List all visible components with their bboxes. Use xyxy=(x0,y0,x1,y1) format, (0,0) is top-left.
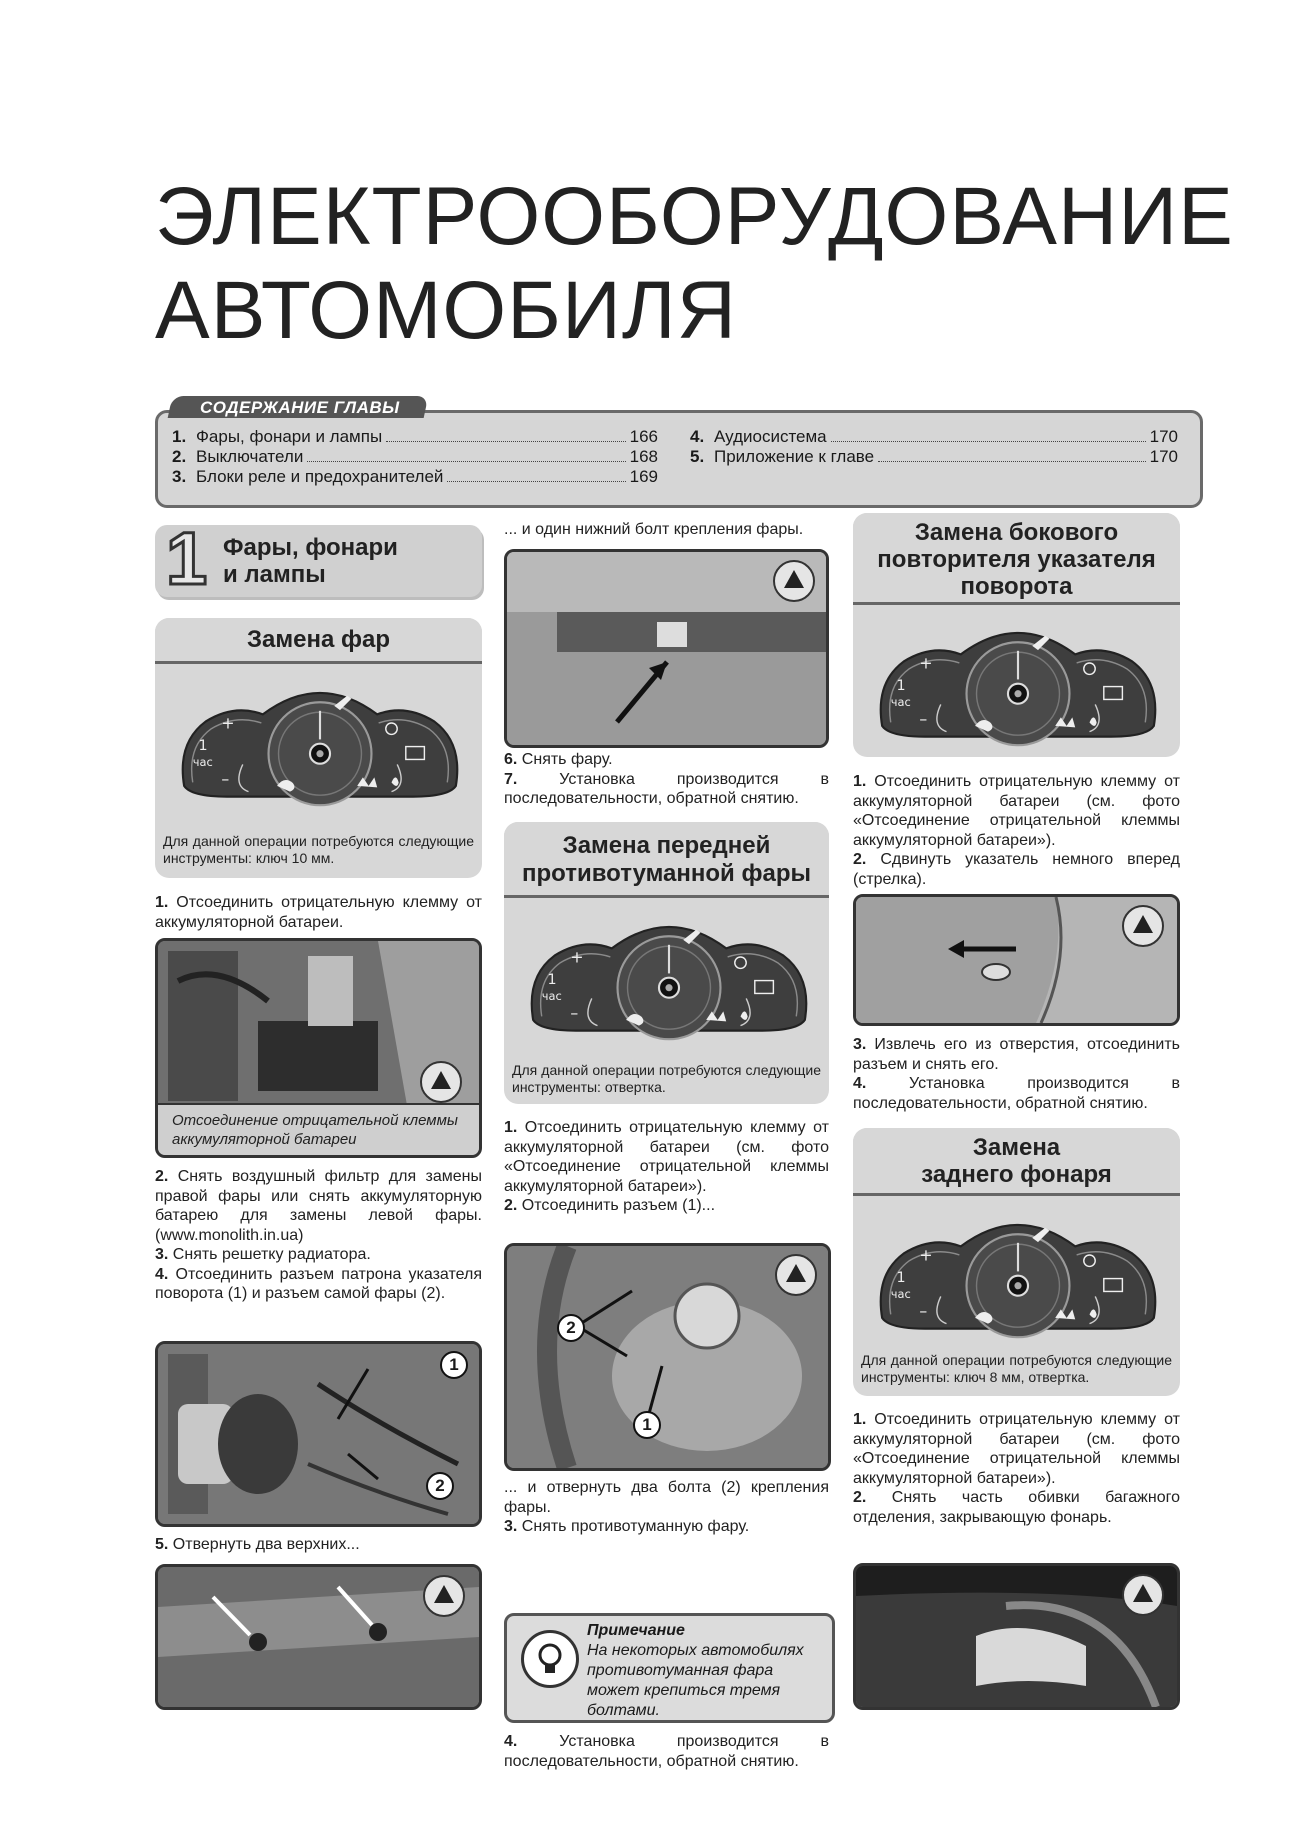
toc-header: СОДЕРЖАНИЕ ГЛАВЫ xyxy=(200,398,400,417)
photo-caption: Отсоединение отрицательной клеммы аккумуляторной батареи xyxy=(158,1103,479,1155)
toc-item[interactable]: 3. Блоки реле и предохранителей 169 xyxy=(172,467,658,486)
steps-block xyxy=(504,1478,829,1537)
steps-block xyxy=(853,772,1180,889)
chapter-title xyxy=(155,170,1234,358)
toc-column-right xyxy=(690,427,1178,467)
note-box xyxy=(504,1613,835,1723)
panel-note: Для данной операции потребуются следующие инструменты: ключ 8 мм, отвертка. xyxy=(861,1352,1172,1385)
steps-block xyxy=(504,1118,829,1216)
callout-2: 2 xyxy=(557,1314,585,1342)
publisher-logo-icon xyxy=(773,560,815,602)
note-title: Примечание xyxy=(587,1622,685,1639)
panel-title: Замена передней противотуманной фары xyxy=(504,822,829,898)
photo-fog-light-connector xyxy=(504,1243,831,1471)
step-text: 1. Отсоединить отрицательную клемму от аккумуляторной батареи (см. фото «Отсоединение отрицательной клеммы аккумуляторной батареи»). xyxy=(853,1411,1180,1487)
panel-note: Для данной операции потребуются следующие инструменты: ключ 10 мм. xyxy=(163,833,474,866)
step-text: 1. Отсоединить отрицательную клемму от аккумуляторной батареи (см. фото «Отсоединение отрицательной клеммы аккумуляторной батареи»). xyxy=(504,1119,829,1195)
photo-upper-bolts xyxy=(155,1564,482,1710)
dashboard-gauge-icon xyxy=(526,912,812,1042)
toc-item[interactable]: 4. Аудиосистема 170 xyxy=(690,427,1178,446)
step-text: ... и отвернуть два болта (2) крепления фары. xyxy=(504,1479,829,1516)
photo-connectors xyxy=(155,1341,482,1527)
publisher-logo-icon xyxy=(1122,905,1164,947)
step-text: 2. Отсоединить разъем (1)... xyxy=(504,1197,716,1214)
tools-panel-rear-light xyxy=(853,1128,1180,1396)
callout-2: 2 xyxy=(426,1472,454,1500)
callout-1: 1 xyxy=(633,1411,661,1439)
chapter-title-line1: ЭЛЕКТРООБОРУДОВАНИЕ xyxy=(155,171,1234,262)
gauge-hour-num: 1 xyxy=(896,678,906,695)
step-text: 2. Снять воздушный фильтр для замены правой фары или снять аккумуляторную батарею для замены левой фары. (www.monolith.in.ua) xyxy=(155,1168,482,1244)
gauge-hour-unit: час xyxy=(890,694,911,709)
publisher-logo-icon xyxy=(1122,1574,1164,1616)
panel-title: Замена бокового повторителя указателя поворота xyxy=(853,513,1180,605)
step-text: ... и один нижний болт крепления фары. xyxy=(504,521,804,538)
step-text: 6. Снять фару. xyxy=(504,751,613,768)
section-number: 1 xyxy=(166,517,208,600)
toc-item[interactable]: 5. Приложение к главе 170 xyxy=(690,447,1178,466)
step-text: 2. Снять часть обивки багажного отделения, закрывающую фонарь. xyxy=(853,1489,1180,1526)
steps-block xyxy=(853,1035,1180,1113)
dashboard-gauge-icon xyxy=(875,1210,1161,1340)
step-text: 4. Установка производится в последовательности, обратной снятию. xyxy=(504,1733,829,1770)
steps-block xyxy=(504,750,829,809)
gauge-hour-unit: час xyxy=(192,754,213,769)
photo-trunk-trim xyxy=(853,1563,1180,1710)
step-text: 5. Отвернуть два верхних... xyxy=(155,1536,360,1553)
publisher-logo-icon xyxy=(420,1061,462,1103)
toc-column-left xyxy=(172,427,658,487)
gauge-hour-num: 1 xyxy=(547,972,557,989)
gauge-hour-unit: час xyxy=(890,1286,911,1301)
step-text: 3. Извлечь его из отверстия, отсоединить разъем и снять его. xyxy=(853,1036,1180,1073)
dashboard-gauge-icon xyxy=(875,618,1161,748)
step-text: 1. Отсоединить отрицательную клемму от аккумуляторной батареи. xyxy=(155,894,482,931)
tools-panel-headlights xyxy=(155,618,482,878)
step-text: 1. Отсоединить отрицательную клемму от аккумуляторной батареи (см. фото «Отсоединение отрицательной клеммы аккумуляторной батареи»). xyxy=(853,773,1180,849)
gauge-hour-unit: час xyxy=(541,988,562,1003)
step-text: 7. Установка производится в последовательности, обратной снятию. xyxy=(504,770,829,807)
panel-title: Замена заднего фонаря xyxy=(853,1128,1180,1196)
step-text: 3. Снять противотуманную фару. xyxy=(504,1518,750,1535)
step-text: 4. Установка производится в последовательности, обратной снятию. xyxy=(853,1075,1181,1112)
gauge-hour-num: 1 xyxy=(896,1270,906,1287)
photo-lower-bolt xyxy=(504,549,829,748)
steps-block xyxy=(155,1167,482,1304)
note-text: На некоторых автомобилях противотуманная фара может крепиться тремя болтами. xyxy=(587,1642,804,1719)
steps-block xyxy=(853,1410,1180,1527)
panel-title: Замена фар xyxy=(155,618,482,664)
publisher-logo-icon xyxy=(423,1575,465,1617)
chapter-title-line2: АВТОМОБИЛЯ xyxy=(155,265,737,356)
publisher-logo-icon xyxy=(775,1254,817,1296)
section-title: Фары, фонари и лампы xyxy=(223,534,398,588)
callout-1: 1 xyxy=(440,1351,468,1379)
photo-side-repeater xyxy=(853,894,1180,1026)
panel-note: Для данной операции потребуются следующие инструменты: отвертка. xyxy=(512,1062,821,1095)
step-text: 4. Отсоединить разъем патрона указателя поворота (1) и разъем самой фары (2). xyxy=(155,1265,482,1302)
gauge-hour-num: 1 xyxy=(198,738,208,755)
lightbulb-icon xyxy=(521,1630,579,1688)
step-text: 2. Сдвинуть указатель немного вперед (стрелка). xyxy=(853,851,1180,888)
tools-panel-fog-light xyxy=(504,822,829,1104)
toc-item[interactable]: 1. Фары, фонари и лампы 166 xyxy=(172,427,658,446)
dashboard-gauge-icon xyxy=(177,678,463,808)
toc-item[interactable]: 2. Выключатели 168 xyxy=(172,447,658,466)
tools-panel-side-repeater xyxy=(853,513,1180,757)
step-text: 3. Снять решетку радиатора. xyxy=(155,1246,371,1263)
photo-battery-terminal xyxy=(155,938,482,1158)
